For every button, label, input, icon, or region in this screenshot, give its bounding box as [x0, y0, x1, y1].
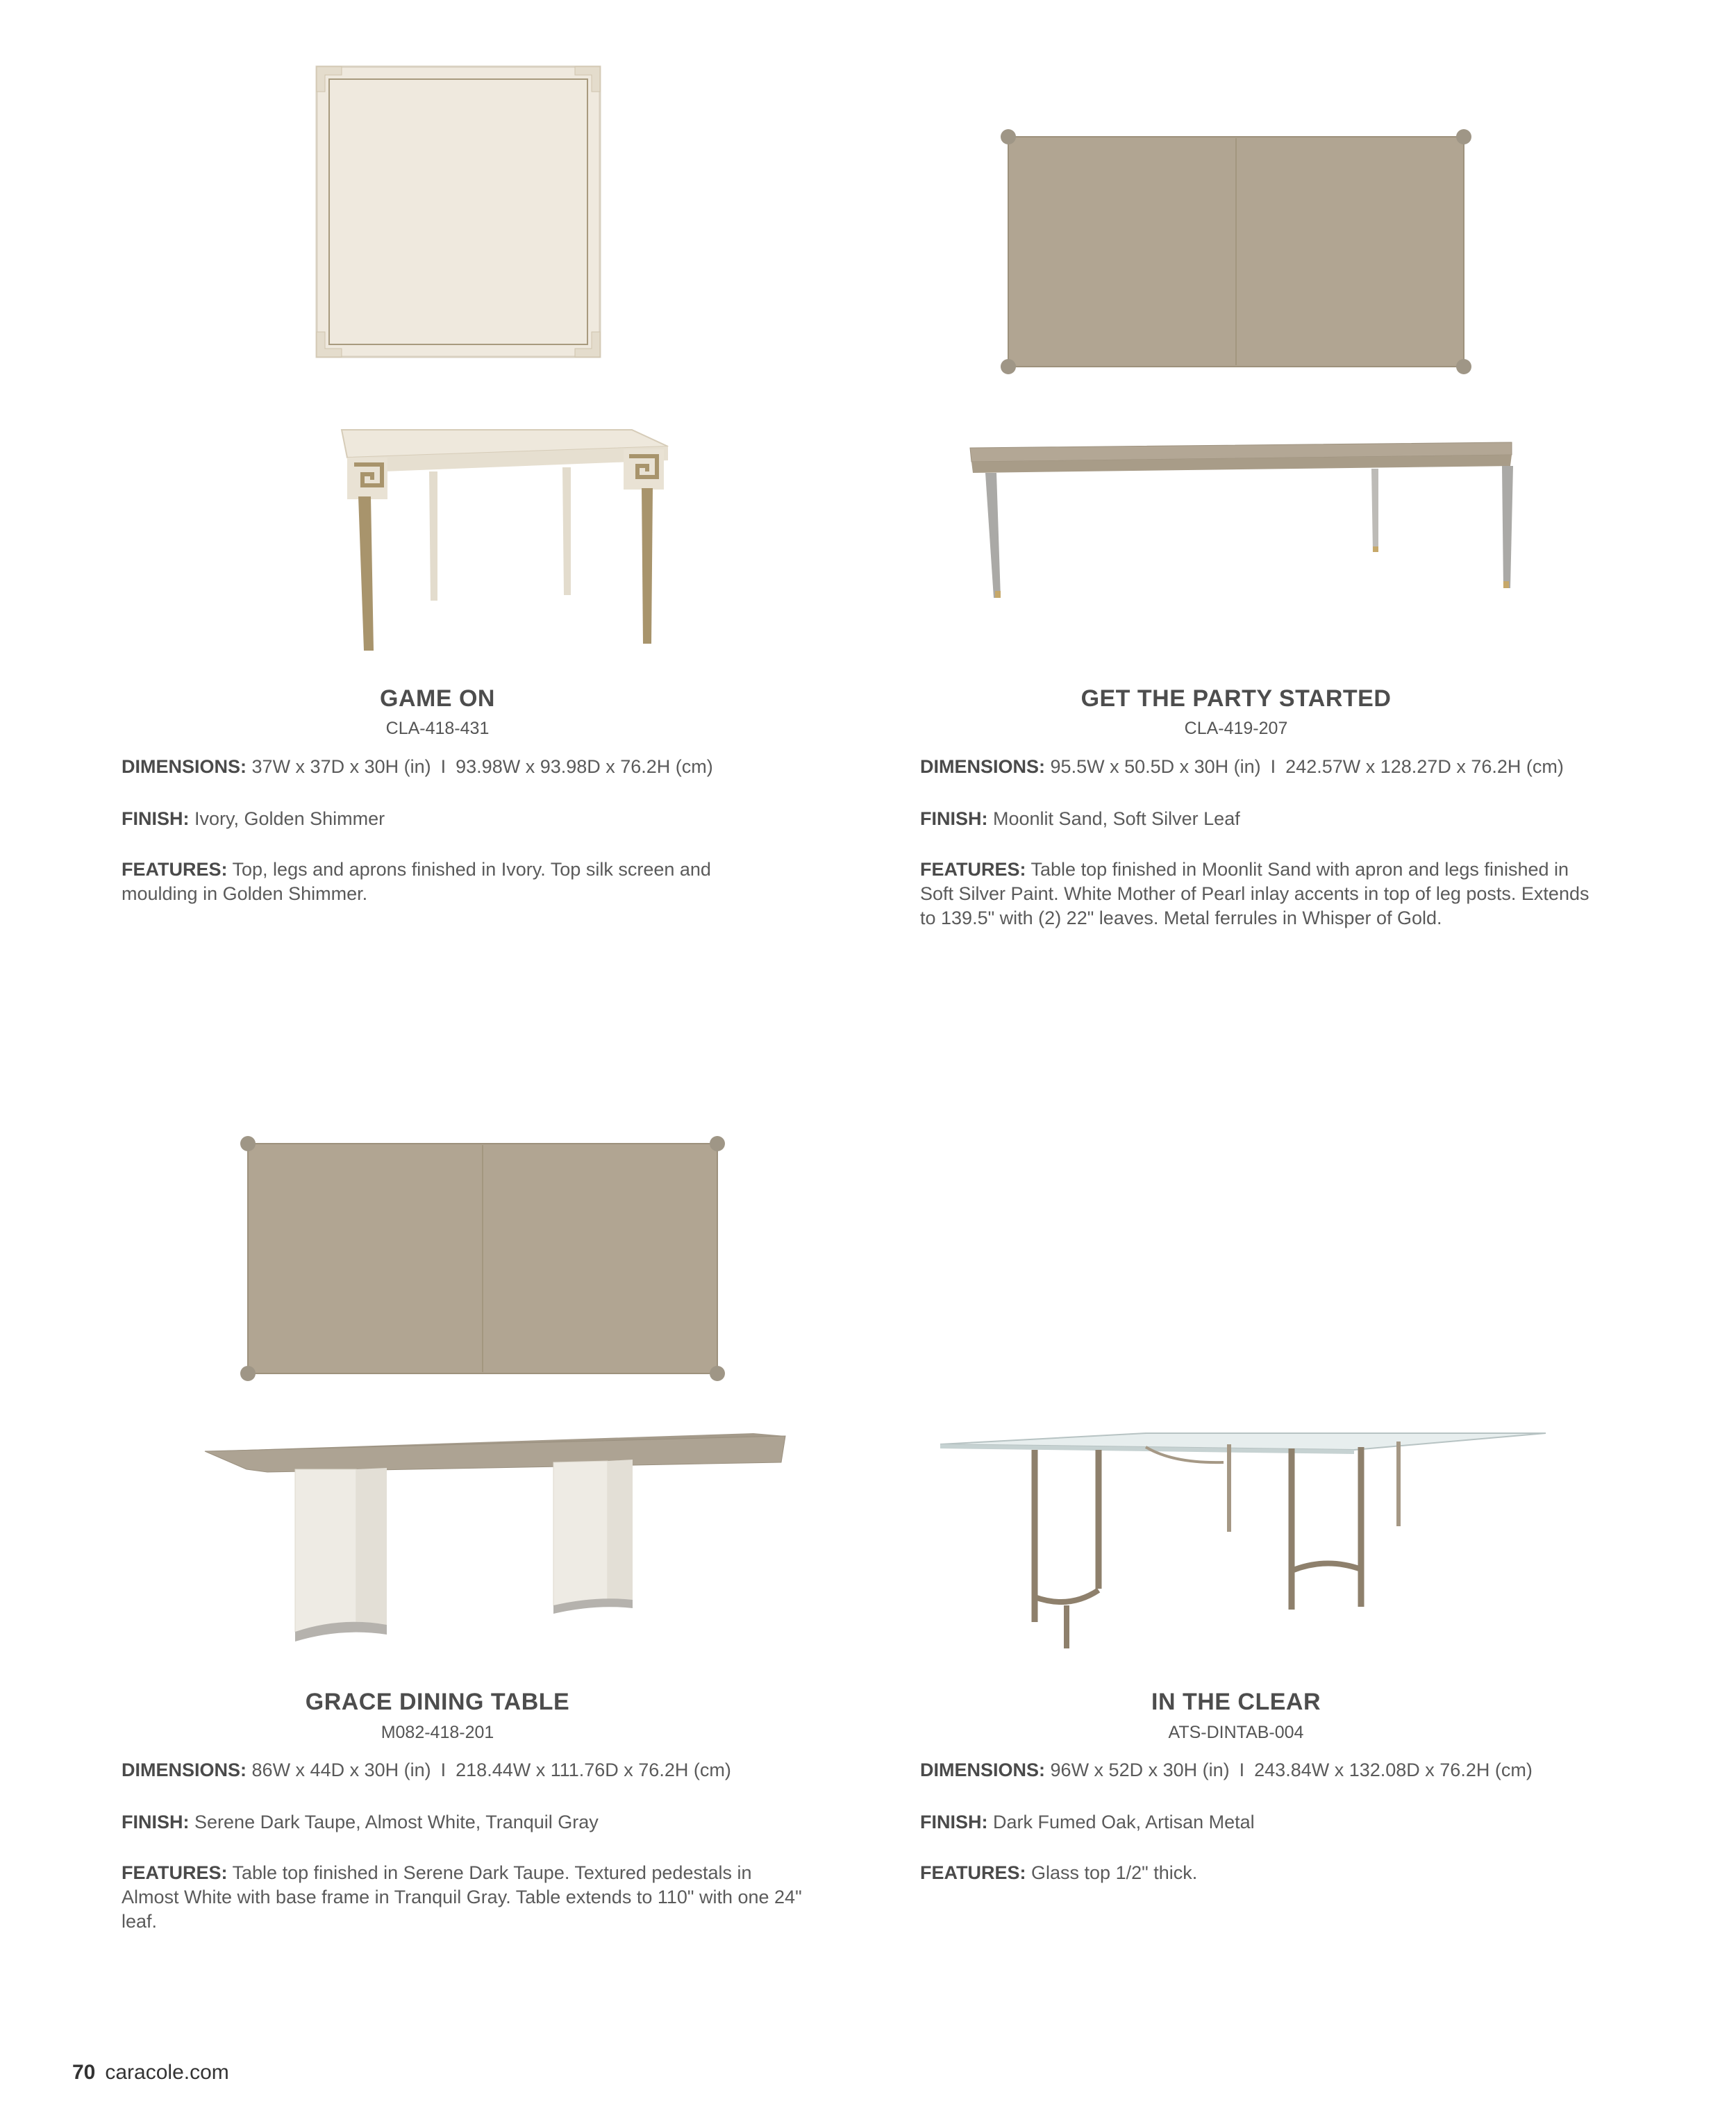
- in-the-clear-table-image: [937, 1423, 1549, 1656]
- dimensions-label: DIMENSIONS:: [122, 756, 247, 777]
- features-value: Top, legs and aprons finished in Ivory. Top silk screen and moulding in Golden Shimmer.: [122, 859, 711, 904]
- product-grace-dining-table: [42, 0, 833, 2014]
- product-sku: CLA-419-207: [1184, 719, 1288, 738]
- finish-value: Serene Dark Taupe, Almost White, Tranquil Gray: [194, 1812, 599, 1832]
- dimensions-inches: 95.5W x 50.5D x 30H (in): [1050, 756, 1261, 777]
- dimensions-cm: 218.44W x 111.76D x 76.2H (cm): [456, 1760, 731, 1780]
- finish-line: [920, 1810, 1614, 1835]
- grace-table-image: [198, 1423, 809, 1653]
- product-title: IN THE CLEAR: [1151, 1689, 1321, 1715]
- dimensions-cm: 243.84W x 132.08D x 76.2H (cm): [1254, 1760, 1533, 1780]
- finish-value: Moonlit Sand, Soft Silver Leaf: [993, 808, 1240, 829]
- features-label: FEATURES:: [122, 859, 228, 880]
- dimensions-label: DIMENSIONS:: [920, 1760, 1046, 1780]
- product-title: GAME ON: [380, 685, 495, 712]
- product-title: GET THE PARTY STARTED: [1080, 685, 1392, 712]
- dimensions-inches: 96W x 52D x 30H (in): [1050, 1760, 1230, 1780]
- product-title: GRACE DINING TABLE: [305, 1689, 570, 1715]
- features-value: Glass top 1/2" thick.: [1031, 1862, 1198, 1883]
- dimensions-label: DIMENSIONS:: [920, 756, 1046, 777]
- finish-value: Ivory, Golden Shimmer: [194, 808, 385, 829]
- finish-label: FINISH:: [122, 1812, 190, 1832]
- product-in-the-clear: [840, 0, 1632, 2014]
- finish-value: Dark Fumed Oak, Artisan Metal: [993, 1812, 1255, 1832]
- dimensions-cm: 242.57W x 128.27D x 76.2H (cm): [1285, 756, 1564, 777]
- features-line: [122, 1861, 802, 1934]
- product-sku: CLA-418-431: [385, 719, 490, 738]
- dimensions-separator: I: [440, 1760, 446, 1780]
- finish-label: FINISH:: [122, 808, 190, 829]
- dimensions-inches: 86W x 44D x 30H (in): [251, 1760, 431, 1780]
- dimensions-line: [122, 1758, 816, 1782]
- dimensions-separator: I: [440, 756, 446, 777]
- dimensions-label: DIMENSIONS:: [122, 1760, 247, 1780]
- page-number: 70: [72, 2061, 96, 2084]
- product-sku: M082-418-201: [381, 1723, 494, 1742]
- finish-label: FINISH:: [920, 808, 988, 829]
- dimensions-separator: I: [1270, 756, 1276, 777]
- grace-top-view-image: [240, 1135, 726, 1382]
- dimensions-separator: I: [1239, 1760, 1245, 1780]
- features-line: [920, 1861, 1614, 1885]
- finish-label: FINISH:: [920, 1812, 988, 1832]
- product-sku: ATS-DINTAB-004: [1168, 1723, 1304, 1742]
- site-link[interactable]: caracole.com: [105, 2061, 229, 2084]
- dimensions-inches: 37W x 37D x 30H (in): [251, 756, 431, 777]
- features-value: Table top finished in Serene Dark Taupe. Textured pedestals in Almost White with base frame in Tranquil Gray. Table extends to 110" with one 24" leaf.: [122, 1862, 802, 1932]
- features-label: FEATURES:: [920, 1862, 1026, 1883]
- features-label: FEATURES:: [122, 1862, 228, 1883]
- dimensions-cm: 93.98W x 93.98D x 76.2H (cm): [456, 756, 713, 777]
- features-label: FEATURES:: [920, 859, 1026, 880]
- dimensions-line: [920, 1758, 1614, 1782]
- finish-line: [122, 1810, 816, 1835]
- features-value: Table top finished in Moonlit Sand with apron and legs finished in Soft Silver Paint. White Mother of Pearl inlay accents in top of leg posts. Extends to 139.5" with (2) 22" leaves. Metal ferrules in Whisper of Gold.: [920, 859, 1589, 928]
- page-footer: [72, 2061, 229, 2085]
